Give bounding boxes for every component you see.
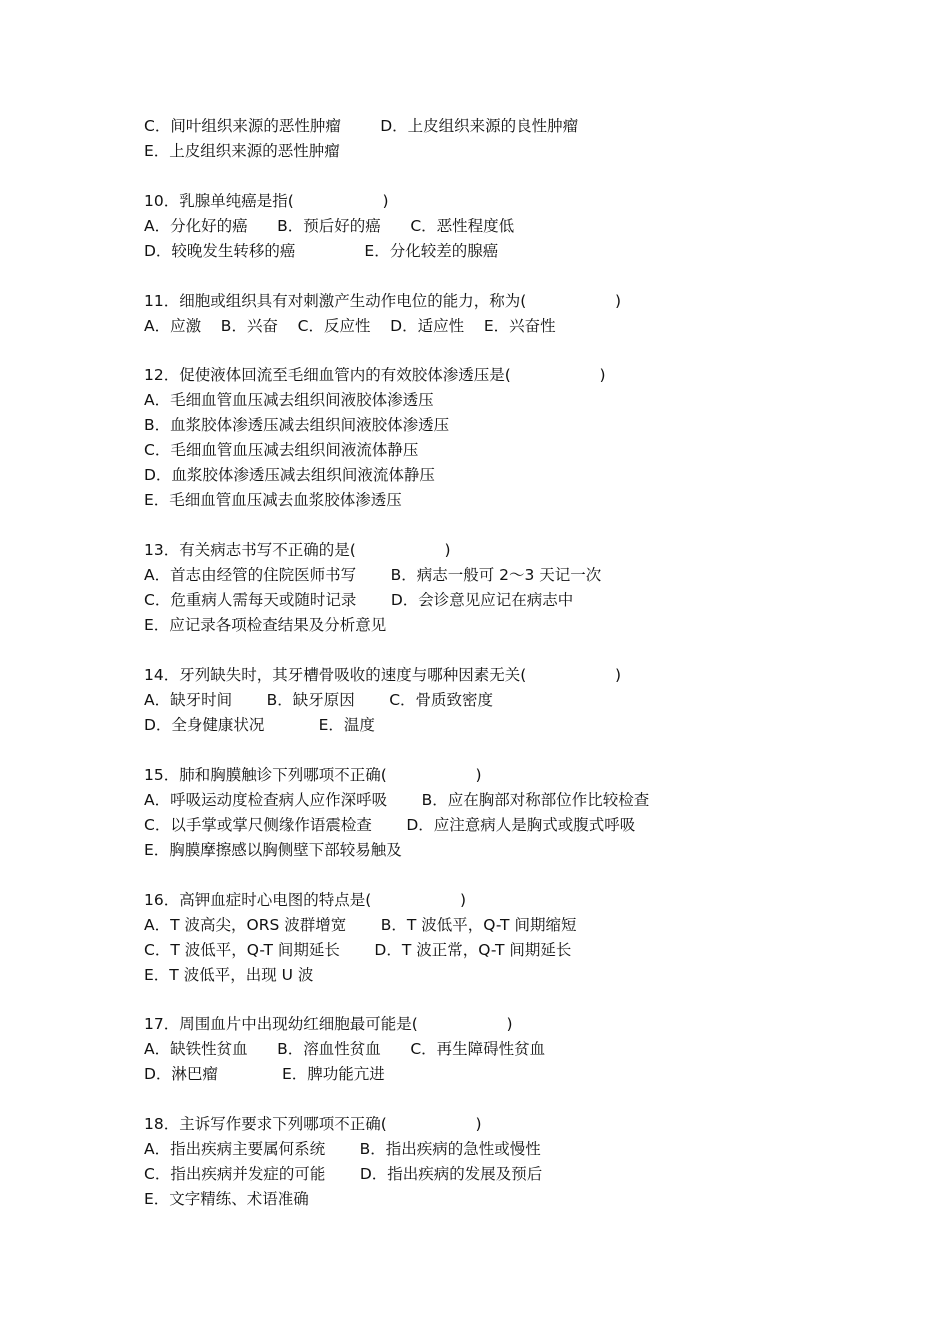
question-15	[144, 763, 844, 863]
option-line: B．血浆胶体渗透压减去组织间液胶体渗透压	[144, 416, 450, 435]
option-line: C．指出疾病并发症的可能 D．指出疾病的发展及预后	[144, 1165, 543, 1184]
option-line: A．指出疾病主要属何系统 B．指出疾病的急性或慢性	[144, 1140, 541, 1159]
question-18	[144, 1112, 844, 1212]
option-line: E．胸膜摩擦感以胸侧壁下部较易触及	[144, 840, 402, 859]
option-line: A．首志由经管的住院医师书写 B．病志一般可 2～3 天记一次	[144, 566, 602, 585]
question-stem: 12．促使液体回流至毛细血管内的有效胶体渗透压是( )	[144, 366, 606, 385]
option-line: E．毛细血管血压减去血浆胶体渗透压	[144, 491, 402, 510]
option-line: E．T 波低平，出现 U 波	[144, 965, 314, 984]
option-line: A．T 波高尖，ORS 波群增宽 B．T 波低平，Q-T 间期缩短	[144, 915, 577, 934]
question-stem: 10．乳腺单纯癌是指( )	[144, 191, 389, 210]
option-line: E．文字精练、术语准确	[144, 1190, 309, 1209]
option-line: A．应激 B．兴奋 C．反应性 D．适应性 E．兴奋性	[144, 316, 556, 335]
question-16	[144, 888, 844, 988]
option-line: C．危重病人需每天或随时记录 D．会诊意见应记在病志中	[144, 591, 574, 610]
option-line: A．缺铁性贫血 B．溶血性贫血 C．再生障碍性贫血	[144, 1040, 546, 1059]
exam-page	[144, 114, 844, 1212]
option-line: D．血浆胶体渗透压减去组织间液流体静压	[144, 466, 435, 485]
option-line: E．应记录各项检查结果及分析意见	[144, 616, 387, 635]
option-line: C．毛细血管血压减去组织间液流体静压	[144, 441, 419, 460]
question-stem: 17．周围血片中出现幼红细胞最可能是( )	[144, 1015, 513, 1034]
option-line: D．较晚发生转移的癌 E．分化较差的腺癌	[144, 241, 499, 260]
question-stem: 13．有关病志书写不正确的是( )	[144, 541, 451, 560]
option-line: D．淋巴瘤 E．脾功能亢进	[144, 1065, 385, 1084]
question-stem: 11．细胞或组织具有对刺激产生动作电位的能力，称为( )	[144, 291, 622, 310]
option-line: A．缺牙时间 B．缺牙原因 C．骨质致密度	[144, 690, 494, 709]
prev-question-options	[144, 114, 844, 164]
option-line: E．上皮组织来源的恶性肿瘤	[144, 142, 340, 160]
question-stem: 16．高钾血症时心电图的特点是( )	[144, 890, 467, 909]
question-stem: 14．牙列缺失时，其牙槽骨吸收的速度与哪种因素无关( )	[144, 665, 622, 684]
question-13	[144, 538, 844, 638]
question-17	[144, 1012, 844, 1087]
question-14	[144, 663, 844, 738]
option-line: A．分化好的癌 B．预后好的癌 C．恶性程度低	[144, 216, 515, 235]
question-11	[144, 289, 844, 339]
option-line: C．间叶组织来源的恶性肿瘤 D．上皮组织来源的良性肿瘤	[144, 117, 579, 135]
option-line: A．毛细血管血压减去组织间液胶体渗透压	[144, 391, 434, 410]
question-stem: 15．肺和胸膜触诊下列哪项不正确( )	[144, 765, 482, 784]
option-line: D．全身健康状况 E．温度	[144, 715, 375, 734]
option-line: A．呼吸运动度检查病人应作深呼吸 B．应在胸部对称部位作比较检查	[144, 790, 650, 809]
question-stem: 18．主诉写作要求下列哪项不正确( )	[144, 1115, 482, 1134]
option-line: C．以手掌或掌尺侧缘作语震检查 D．应注意病人是胸式或腹式呼吸	[144, 815, 636, 834]
question-10	[144, 189, 844, 264]
option-line: C．T 波低平，Q-T 间期延长 D．T 波正常，Q-T 间期延长	[144, 940, 572, 959]
question-12	[144, 363, 844, 513]
